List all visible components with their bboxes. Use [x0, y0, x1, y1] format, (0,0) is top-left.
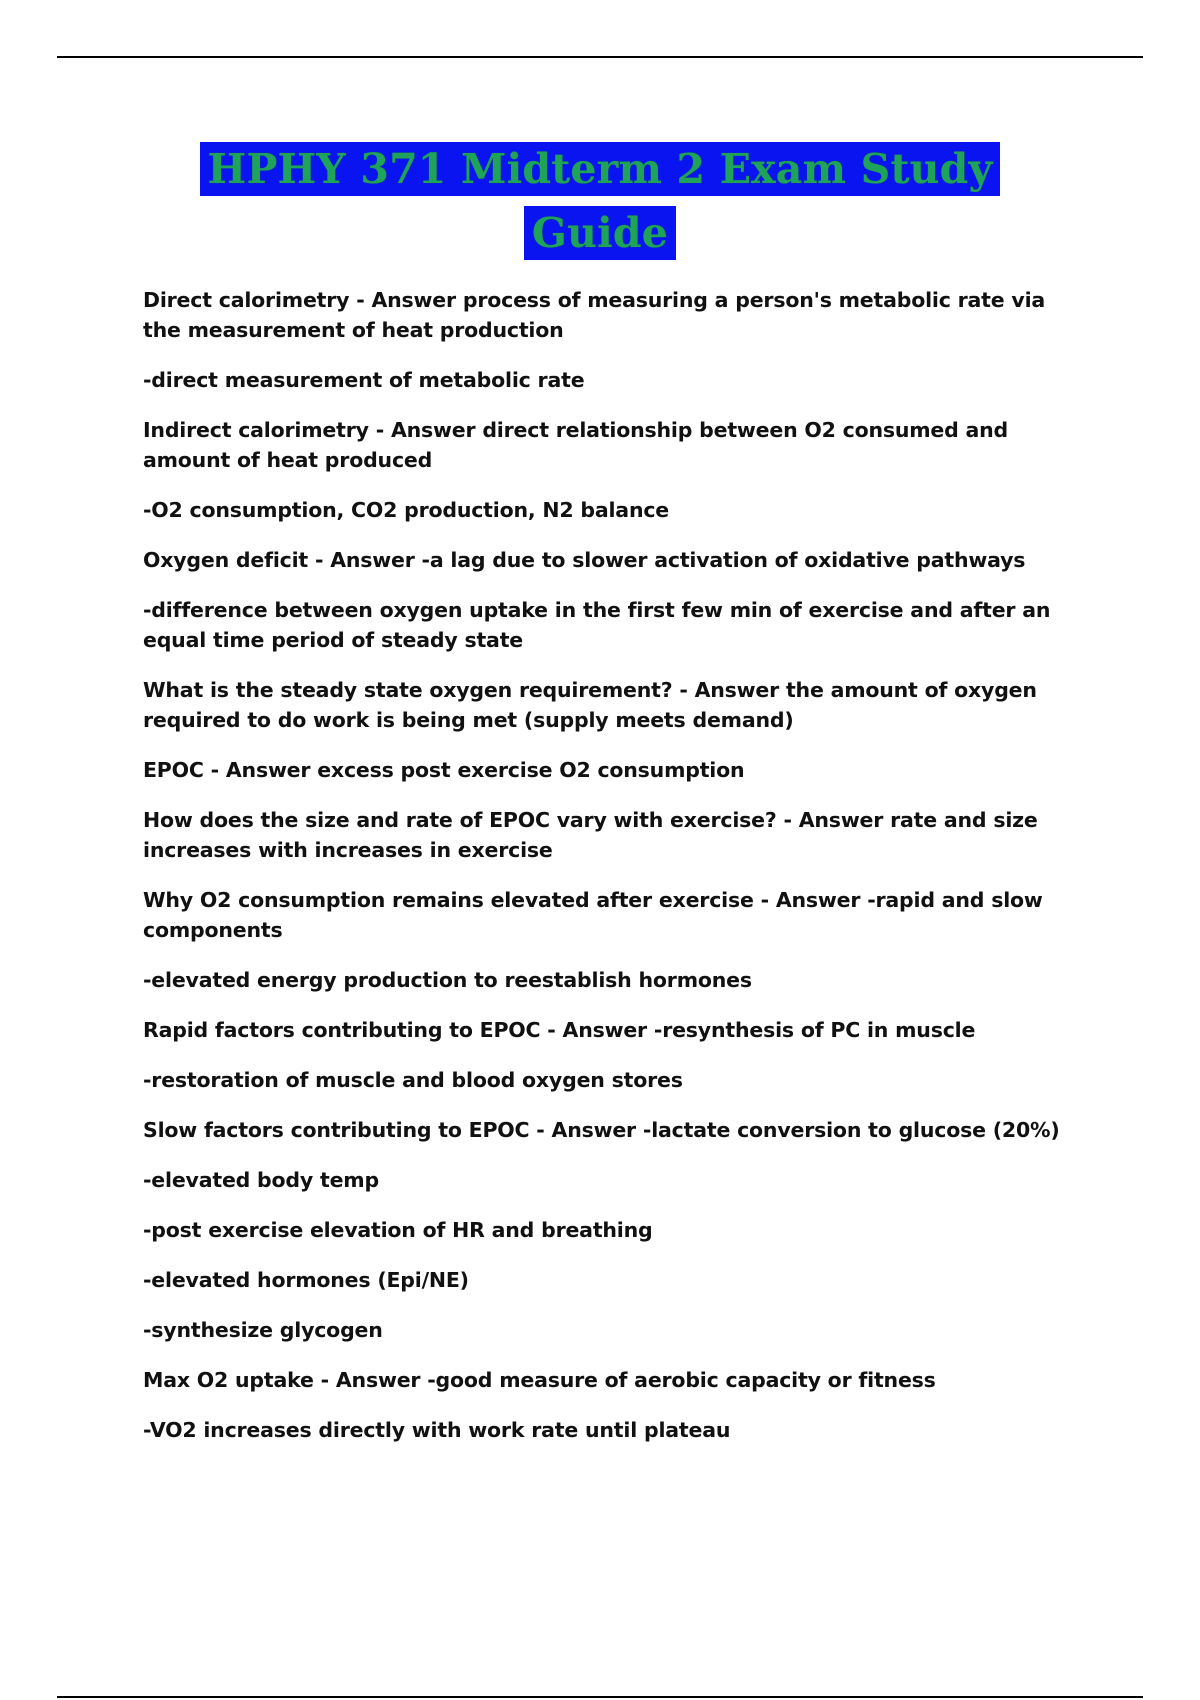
note-oxygen-deficit-difference: -difference between oxygen uptake in the first few min of exercise and after an equal time period of steady state: [143, 598, 1051, 652]
note-vo2-plateau: -VO2 increases directly with work rate until plateau: [143, 1418, 731, 1442]
qa-o2-elevated: Why O2 consumption remains elevated after exercise - Answer -rapid and slow components: [143, 888, 1043, 942]
qa-max-o2-uptake: Max O2 uptake - Answer -good measure of aerobic capacity or fitness: [143, 1368, 936, 1392]
qa-rapid-factors: Rapid factors contributing to EPOC - Answer -resynthesis of PC in muscle: [143, 1018, 976, 1042]
note-energy-hormones: -elevated energy production to reestablish hormones: [143, 968, 752, 992]
qa-oxygen-deficit: Oxygen deficit - Answer -a lag due to slower activation of oxidative pathways: [143, 548, 1026, 572]
document-title: [0, 142, 1200, 260]
note-hr-breathing: -post exercise elevation of HR and breathing: [143, 1218, 653, 1242]
note-hormones: -elevated hormones (Epi/NE): [143, 1268, 469, 1292]
note-glycogen: -synthesize glycogen: [143, 1318, 383, 1342]
top-rule: [57, 56, 1143, 58]
note-body-temp: -elevated body temp: [143, 1168, 379, 1192]
bottom-rule: [57, 1696, 1143, 1698]
study-guide-content: [143, 285, 1083, 1465]
note-direct-measurement: -direct measurement of metabolic rate: [143, 368, 585, 392]
qa-steady-state: What is the steady state oxygen requirement? - Answer the amount of oxygen required to do work is being met (supply meets demand): [143, 678, 1037, 732]
qa-epoc-size-rate: How does the size and rate of EPOC vary with exercise? - Answer rate and size increases with increases in exercise: [143, 808, 1038, 862]
title-line-2: Guide: [524, 206, 676, 260]
qa-epoc: EPOC - Answer excess post exercise O2 consumption: [143, 758, 745, 782]
note-o2-co2-n2: -O2 consumption, CO2 production, N2 balance: [143, 498, 669, 522]
title-line-1: HPHY 371 Midterm 2 Exam Study: [200, 142, 1001, 196]
qa-direct-calorimetry: Direct calorimetry - Answer process of measuring a person's metabolic rate via the measurement of heat production: [143, 288, 1046, 342]
qa-slow-factors: Slow factors contributing to EPOC - Answer -lactate conversion to glucose (20%): [143, 1118, 1060, 1142]
qa-indirect-calorimetry: Indirect calorimetry - Answer direct relationship between O2 consumed and amount of heat produced: [143, 418, 1009, 472]
note-oxygen-stores: -restoration of muscle and blood oxygen stores: [143, 1068, 683, 1092]
